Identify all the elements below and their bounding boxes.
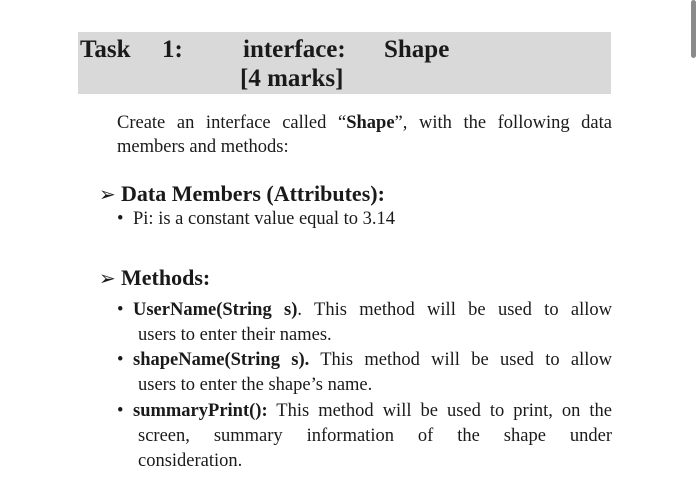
method-desc-line1: . This method will be used to allow — [297, 300, 612, 320]
method-name: UserName(String s) — [133, 300, 298, 320]
task-header — [78, 32, 611, 94]
method-desc-line2: screen, summary information of the shape under — [138, 426, 612, 446]
intro-bold-shape: Shape — [346, 113, 395, 133]
data-members-title: Data Members (Attributes): — [121, 181, 385, 206]
methods-heading — [99, 267, 210, 289]
bullet-icon: • — [117, 401, 124, 421]
method-item-shapename — [117, 348, 612, 398]
task-number: 1: — [162, 36, 183, 63]
bullet-icon: • — [117, 300, 124, 320]
method-name: summaryPrint(): — [133, 401, 268, 421]
intro-paragraph — [117, 111, 612, 159]
arrow-bullet-icon: ➢ — [99, 184, 116, 206]
method-desc-line2: users to enter the shape’s name. — [138, 375, 373, 395]
task-label: Task — [80, 36, 131, 63]
method-item-summaryprint — [117, 399, 612, 474]
method-desc-line1: This method will be used to print, on the — [267, 401, 612, 421]
data-member-item — [117, 210, 395, 229]
method-name: shapeName(String s). — [133, 350, 310, 370]
intro-text-before: Create an interface called “ — [117, 113, 347, 133]
methods-title: Methods: — [121, 265, 211, 290]
bullet-icon: • — [117, 350, 124, 370]
marks-label: [4 marks] — [240, 65, 344, 92]
data-member-text: Pi: is a constant value equal to 3.14 — [133, 209, 396, 229]
interface-label: interface: — [243, 36, 346, 63]
data-members-heading — [99, 183, 385, 205]
bullet-icon: • — [117, 209, 124, 229]
method-item-username — [117, 298, 612, 348]
method-desc-line1: This method will be used to allow — [309, 350, 612, 370]
interface-name: Shape — [384, 36, 450, 63]
scrollbar[interactable] — [691, 0, 696, 58]
method-desc-line3: consideration. — [138, 451, 243, 471]
intro-text-after: ”, with the following data members and methods: — [117, 113, 612, 157]
arrow-bullet-icon: ➢ — [99, 268, 116, 290]
method-desc-line2: users to enter their names. — [138, 325, 332, 345]
